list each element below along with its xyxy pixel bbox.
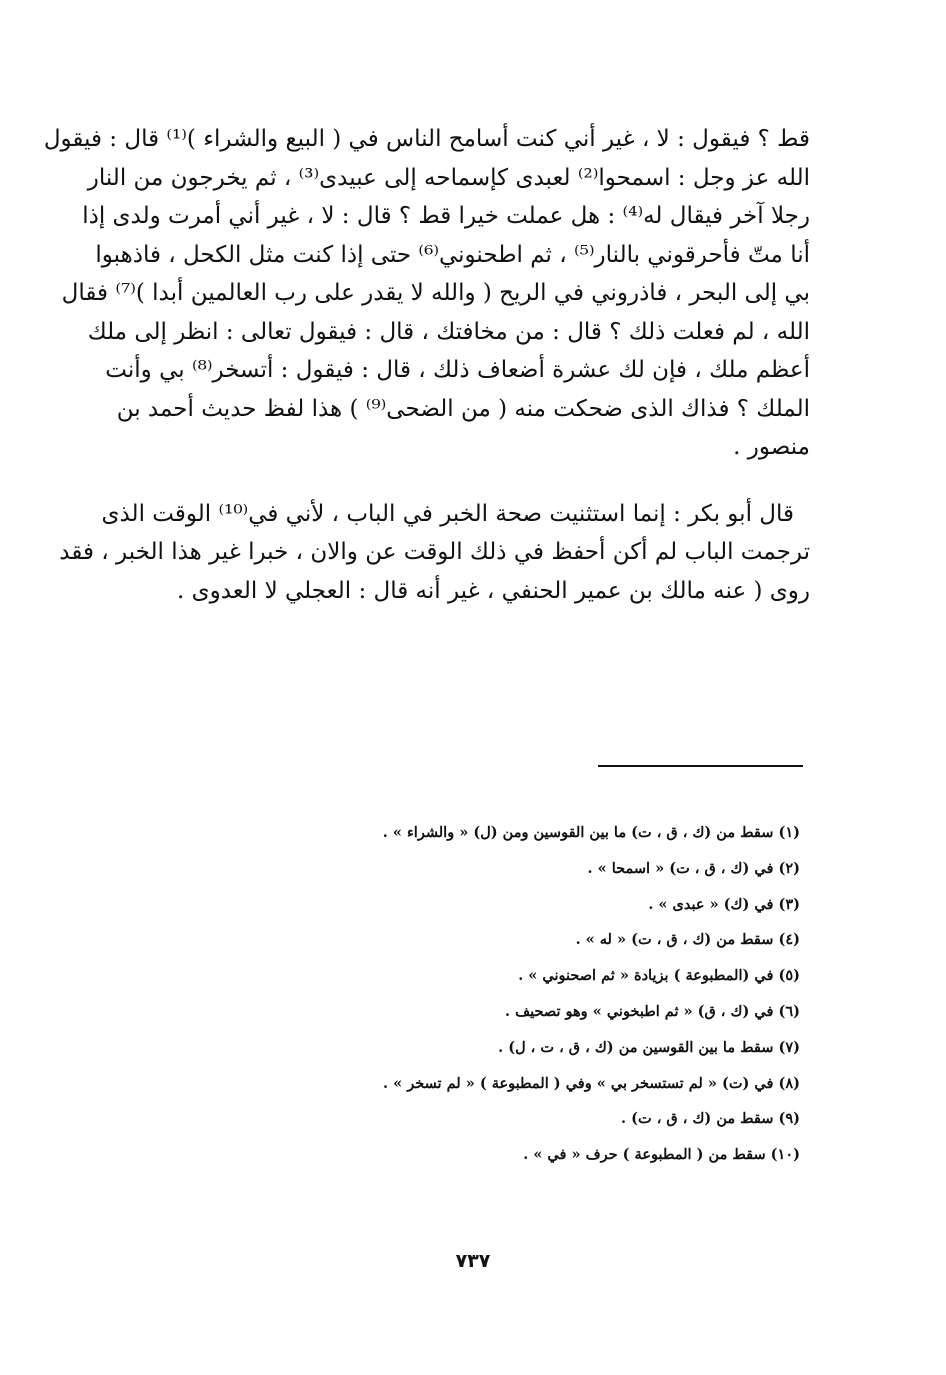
text-line: روى ( عنه مالك بن عمير الحنفي ، غير أنه قال : العجلي لا العدوى . [176, 577, 810, 604]
footnote: (٧) سقط ما بين القوسين من (ك ، ق ، ت ، ل) . [498, 1038, 800, 1056]
text-line: رجلا آخر فيقال له⁽⁴⁾ : هل عملت خيرا قط ؟ قال : لا ، غير أني أمرت ولدى إذا [82, 203, 810, 229]
text-line: الملك ؟ فذاك الذى ضحكت منه ( من الضحى⁽⁹⁾ ) هذا لفظ حديث أحمد بن [116, 395, 810, 422]
text-line: قط ؟ فيقول : لا ، غير أني كنت أسامح الناس في ( البيع والشراء )⁽¹⁾ قال : فيقول [43, 126, 810, 152]
footnote: (٣) في (ك) « عبدى » . [648, 895, 800, 913]
text-line: بي إلى البحر ، فاذروني في الريح ( والله لا يقدر على رب العالمين أبدا )⁽⁷⁾ فقال [61, 280, 810, 306]
footnotes [300, 815, 800, 1173]
footnote: (١) سقط من (ك ، ق ، ت) ما بين القوسين ومن (ل) « والشراء » . [382, 824, 800, 841]
footnote: (٦) في (ك ، ق) « ثم اطبخوني » وهو تصحيف . [505, 1002, 800, 1020]
main-text [43, 120, 810, 610]
footnote: (٨) في (ت) « لم تستسخر بي » وفي ( المطبوعة ) « لم تسخر » . [383, 1074, 800, 1092]
text-line: منصور . [733, 434, 810, 460]
footnote: (٩) سقط من (ك ، ق ، ت) . [621, 1110, 800, 1128]
text-line: أعظم ملك ، فإن لك عشرة أضعاف ذلك ، قال : فيقول : أتسخر⁽⁸⁾ بي وأنت [105, 357, 810, 383]
footnote: (١٠) سقط من ( المطبوعة ) حرف « في » . [523, 1146, 800, 1164]
page-number: ٧٣٧ [455, 1250, 491, 1272]
footnote: (٢) في (ك ، ق ، ت) « اسمحا » . [587, 859, 800, 877]
text-line: الله ، لم فعلت ذلك ؟ قال : من مخافتك ، قال : فيقول تعالى : انظر إلى ملك [87, 318, 810, 345]
footnote: (٤) سقط من (ك ، ق ، ت) « له » . [575, 931, 800, 949]
text-line: قال أبو بكر : إنما استثنيت صحة الخبر في الباب ، لأني في⁽¹⁰⁾ الوقت الذى [101, 500, 794, 527]
paragraph-2 [59, 495, 810, 611]
paragraph-1 [43, 120, 810, 467]
text-line: أنا متّ فأحرقوني بالنار⁽⁵⁾ ، ثم اطحنوني⁽⁶⁾ حتى إذا كنت مثل الكحل ، فاذهبوا [95, 241, 810, 268]
footnote: (٥) في (المطبوعة ) بزيادة « ثم اصحنوني » . [518, 967, 800, 985]
text-line: ترجمت الباب لم أكن أحفظ في ذلك الوقت عن والان ، خبرا غير هذا الخبر ، فقد [59, 539, 810, 565]
text-line: الله عز وجل : اسمحوا⁽²⁾ لعبدى كإسماحه إلى عبيدى⁽³⁾ ، ثم يخرجون من النار [87, 164, 810, 191]
footnote-separator [598, 765, 803, 767]
